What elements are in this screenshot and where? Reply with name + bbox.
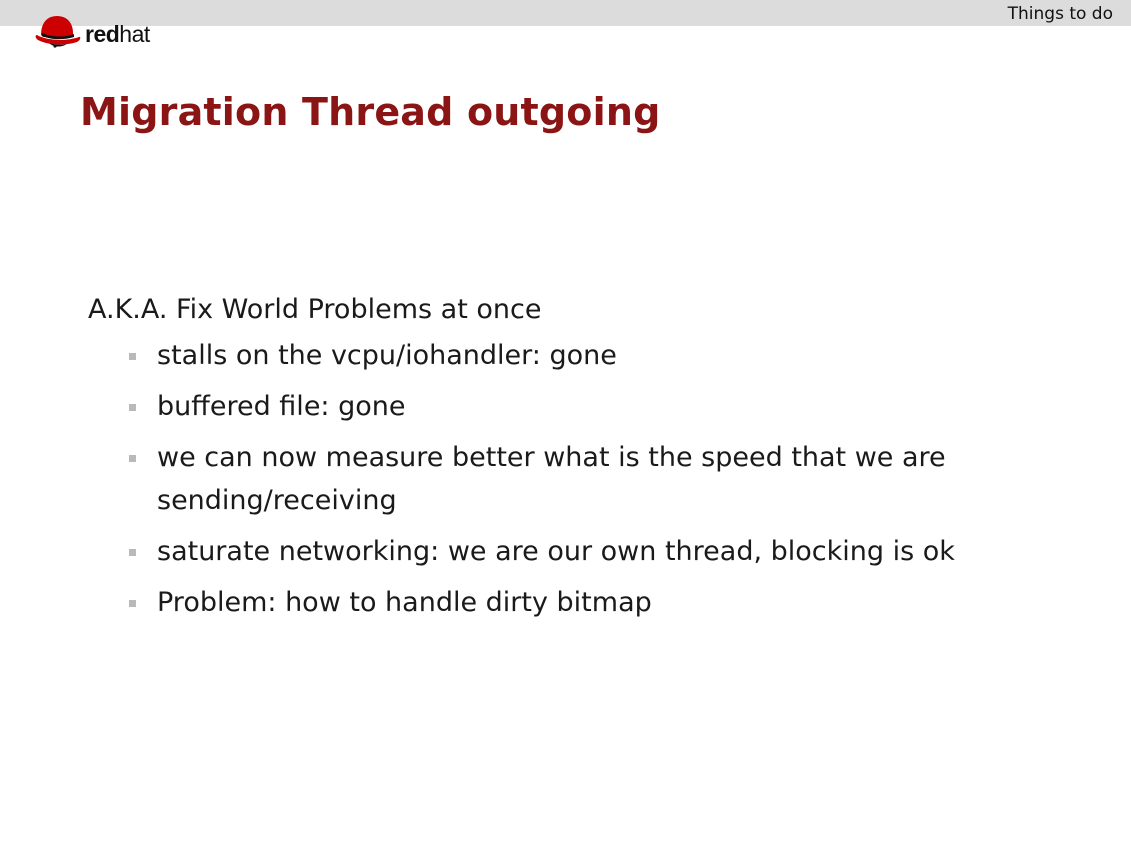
bullet-list <box>88 334 1048 624</box>
bullet-item <box>88 385 1007 428</box>
bullet-text: buffered file: gone <box>157 391 406 422</box>
wordmark-red: red <box>85 20 120 47</box>
bullet-text: saturate networking: we are our own thread, blocking is ok <box>157 536 955 567</box>
bullet-marker-icon <box>129 549 136 556</box>
bullet-marker-icon <box>129 600 136 607</box>
bullet-text: Problem: how to handle dirty bitmap <box>157 587 652 618</box>
bullet-item <box>88 436 1007 522</box>
bullet-marker-icon <box>129 455 136 462</box>
section-name: Things to do <box>1007 4 1113 24</box>
bullet-item <box>88 334 1007 377</box>
lead-text: A.K.A. Fix World Problems at once <box>88 294 542 325</box>
header-bar <box>0 0 1131 26</box>
bullet-marker-icon <box>129 353 136 360</box>
slide-content <box>88 288 1048 632</box>
redhat-shadowman-icon <box>35 13 83 49</box>
redhat-logo <box>35 13 150 49</box>
bullet-item <box>88 581 1007 624</box>
bullet-item <box>88 530 1007 573</box>
bullet-text: we can now measure better what is the speed that we are sending/receiving <box>157 442 946 516</box>
bullet-marker-icon <box>129 404 136 411</box>
bullet-text: stalls on the vcpu/iohandler: gone <box>157 340 617 371</box>
slide-title: Migration Thread outgoing <box>80 90 661 134</box>
redhat-wordmark <box>85 20 150 47</box>
wordmark-hat: hat <box>119 20 150 47</box>
